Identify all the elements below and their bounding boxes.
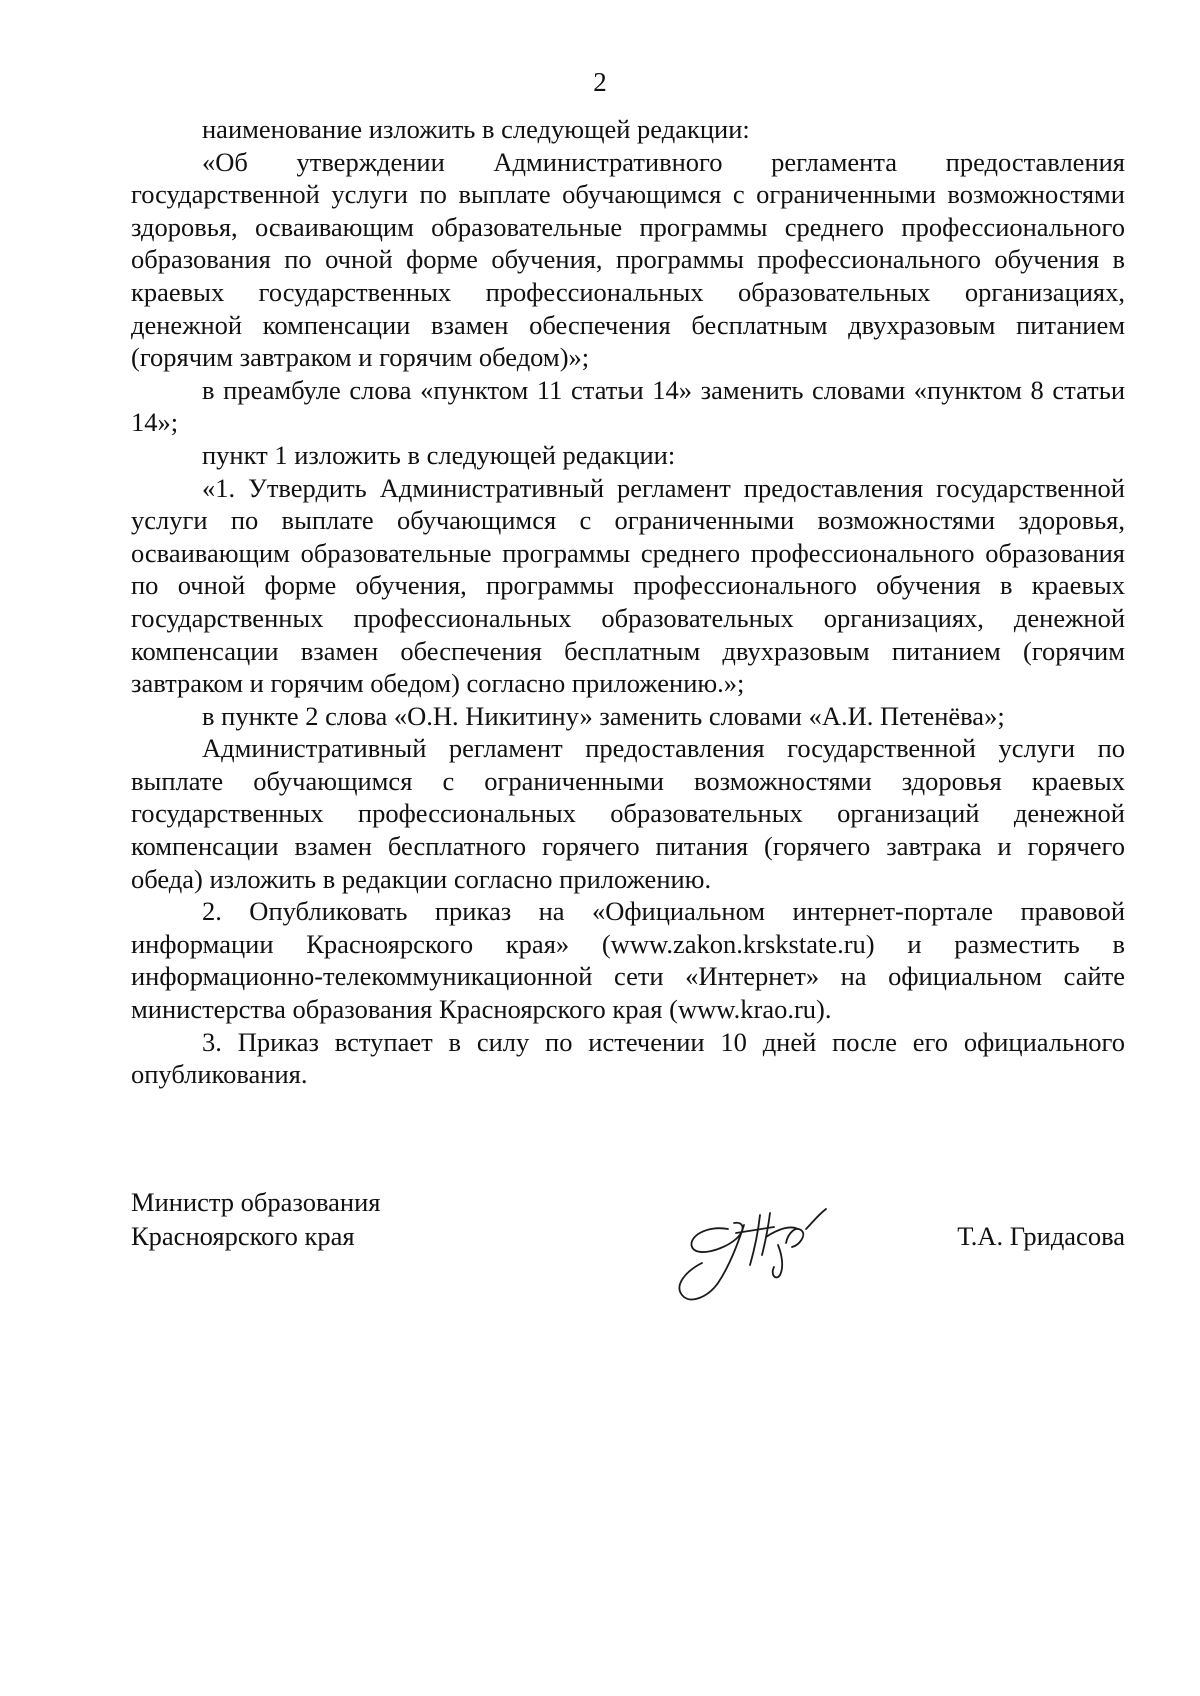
paragraph-item1-text: «1. Утвердить Административный регламент предоставления государственной услуги по выплате обучающимся с ограниченными возможностями здоровья, осваивающим образовательные программы среднего профессионального образования по очной форме обучения, программы профессионального обучения в краевых государственных профессиональных образовательных организациях, денежной компенсации взамен обеспечения бесплатным двухразовым питанием (горячим завтраком и горячим обедом) согласно приложению.»; [131, 472, 1125, 699]
page-number: 2 [593, 67, 607, 97]
handwritten-signature [666, 1185, 866, 1315]
paragraph-item2-amendment: в пункте 2 слова «О.Н. Никитину» заменить словами «А.И. Петенёва»; [202, 700, 1005, 731]
signer-position-line-2: Красноярского края [131, 1221, 355, 1251]
paragraph-item1-amendment: пункт 1 изложить в следующей редакции: [202, 439, 676, 470]
paragraph-publication: 2. Опубликовать приказ на «Официальном интернет-портале правовой информации Красноярского края» (www.zakon.krskstate.ru) и разместить в информационно-телекоммуникационной сети «Интернет» на официальном сайте министерства образования Красноярского края (www.krao.ru). [131, 896, 1125, 1025]
signature-block [131, 1185, 1125, 1325]
document-body [131, 113, 1125, 1091]
paragraph-regulation-amendment: Административный регламент предоставления государственной услуги по выплате обучающимся с ограниченными возможностями здоровья краевых государственных профессиональных образовательных организаций денежной компенсации взамен бесплатного горячего питания (горячего завтрака и горячего обеда) изложить в редакции согласно приложению. [131, 733, 1125, 894]
signer-name: Т.А. Гридасова [957, 1221, 1125, 1251]
signer-position-line-1: Министр образования [131, 1187, 381, 1217]
signer-position [131, 1185, 380, 1253]
paragraph-new-title: «Об утверждении Административного регламента предоставления государственной услуги по выплате обучающимся с ограниченными возможностями здоровья, осваивающим образовательные программы среднего профессионального образования по очной форме обучения, программы профессионального обучения в краевых государственных профессиональных образовательных организациях, денежной компенсации взамен обеспечения бесплатным двухразовым питанием (горячим завтраком и горячим обедом)»; [131, 146, 1125, 373]
paragraph-title-amendment: наименование изложить в следующей редакции: [202, 114, 750, 144]
paragraph-preamble-amendment: в преамбуле слова «пунктом 11 статьи 14» заменить словами «пунктом 8 статьи 14»; [131, 374, 1125, 438]
paragraph-entry-into-force: 3. Приказ вступает в силу по истечении 10 дней после его официального опубликования. [131, 1026, 1125, 1090]
